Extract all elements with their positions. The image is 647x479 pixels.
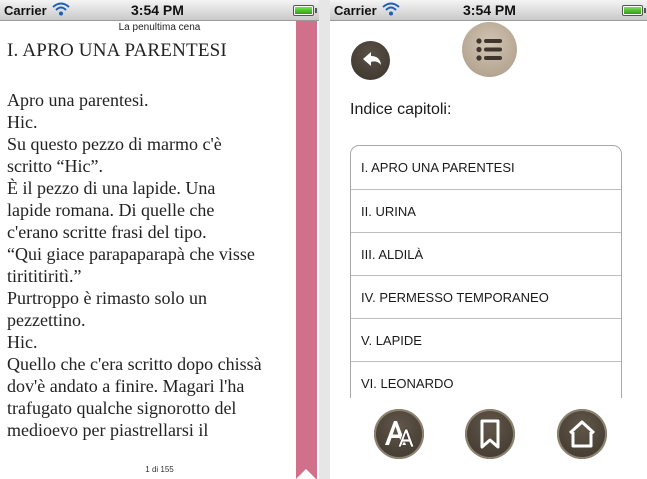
- chapter-item[interactable]: IV. PERMESSO TEMPORANEO: [351, 276, 621, 319]
- wifi-icon: [52, 2, 70, 16]
- list-icon: [462, 22, 517, 77]
- chapter-list[interactable]: [350, 145, 622, 399]
- wifi-icon: [382, 2, 400, 16]
- clock-label: 3:54 PM: [463, 2, 516, 18]
- battery-icon: [622, 5, 643, 16]
- index-screen: [330, 0, 647, 479]
- index-label: Indice capitoli:: [350, 101, 452, 118]
- text-line: Apro una parentesi.: [7, 90, 149, 110]
- bookmark-ribbon[interactable]: [296, 21, 317, 479]
- font-size-button[interactable]: [374, 409, 424, 459]
- text-line: “Qui giace parapaparapà che visse: [7, 244, 255, 264]
- chapter-heading: I. APRO UNA PARENTESI: [7, 40, 227, 61]
- bookmark-button[interactable]: [465, 409, 515, 459]
- text-line: Hic.: [7, 112, 38, 132]
- chapter-item[interactable]: V. LAPIDE: [351, 319, 621, 362]
- text-line: Su questo pezzo di marmo c'è: [7, 134, 222, 154]
- battery-icon: [293, 5, 314, 16]
- bookmark-icon: [465, 409, 515, 459]
- back-arrow-icon: [351, 41, 390, 80]
- back-button[interactable]: [351, 41, 390, 80]
- reader-text[interactable]: [7, 89, 307, 441]
- reader-screen: [0, 0, 319, 479]
- carrier-label: Carrier: [4, 3, 47, 18]
- text-line: È il pezzo di una lapide. Una: [7, 178, 216, 198]
- chapter-item[interactable]: II. URINA: [351, 190, 621, 233]
- chapter-item[interactable]: III. ALDILÀ: [351, 233, 621, 276]
- text-line: c'erano scritte frasi del tipo.: [7, 222, 207, 242]
- text-line: dov'è andato a finire. Magari l'ha: [7, 376, 245, 396]
- text-line: trafugato qualche signorotto del: [7, 398, 237, 418]
- home-button[interactable]: [557, 409, 607, 459]
- status-bar: [0, 0, 319, 21]
- font-size-icon: [374, 409, 424, 459]
- screen-divider: [319, 0, 330, 479]
- text-line: Hic.: [7, 332, 38, 352]
- text-line: medioevo per piastrellarsi il: [7, 420, 209, 440]
- menu-button[interactable]: [462, 22, 517, 77]
- clock-label: 3:54 PM: [131, 2, 184, 18]
- page-counter: 1 di 155: [145, 465, 174, 474]
- book-title: La penultima cena: [118, 22, 201, 33]
- chapter-item[interactable]: VI. LEONARDO: [351, 362, 621, 399]
- text-line: tirititiritì.”: [7, 266, 82, 286]
- status-bar: [330, 0, 647, 21]
- text-line: lapide romana. Di quelle che: [7, 200, 215, 220]
- home-icon: [557, 409, 607, 459]
- text-line: Quello che c'era scritto dopo chissà: [7, 354, 262, 374]
- chapter-item[interactable]: I. APRO UNA PARENTESI: [351, 146, 621, 190]
- carrier-label: Carrier: [334, 3, 377, 18]
- text-line: Purtroppo è rimasto solo un: [7, 288, 207, 308]
- text-line: scritto “Hic”.: [7, 156, 103, 176]
- text-line: pezzettino.: [7, 310, 86, 330]
